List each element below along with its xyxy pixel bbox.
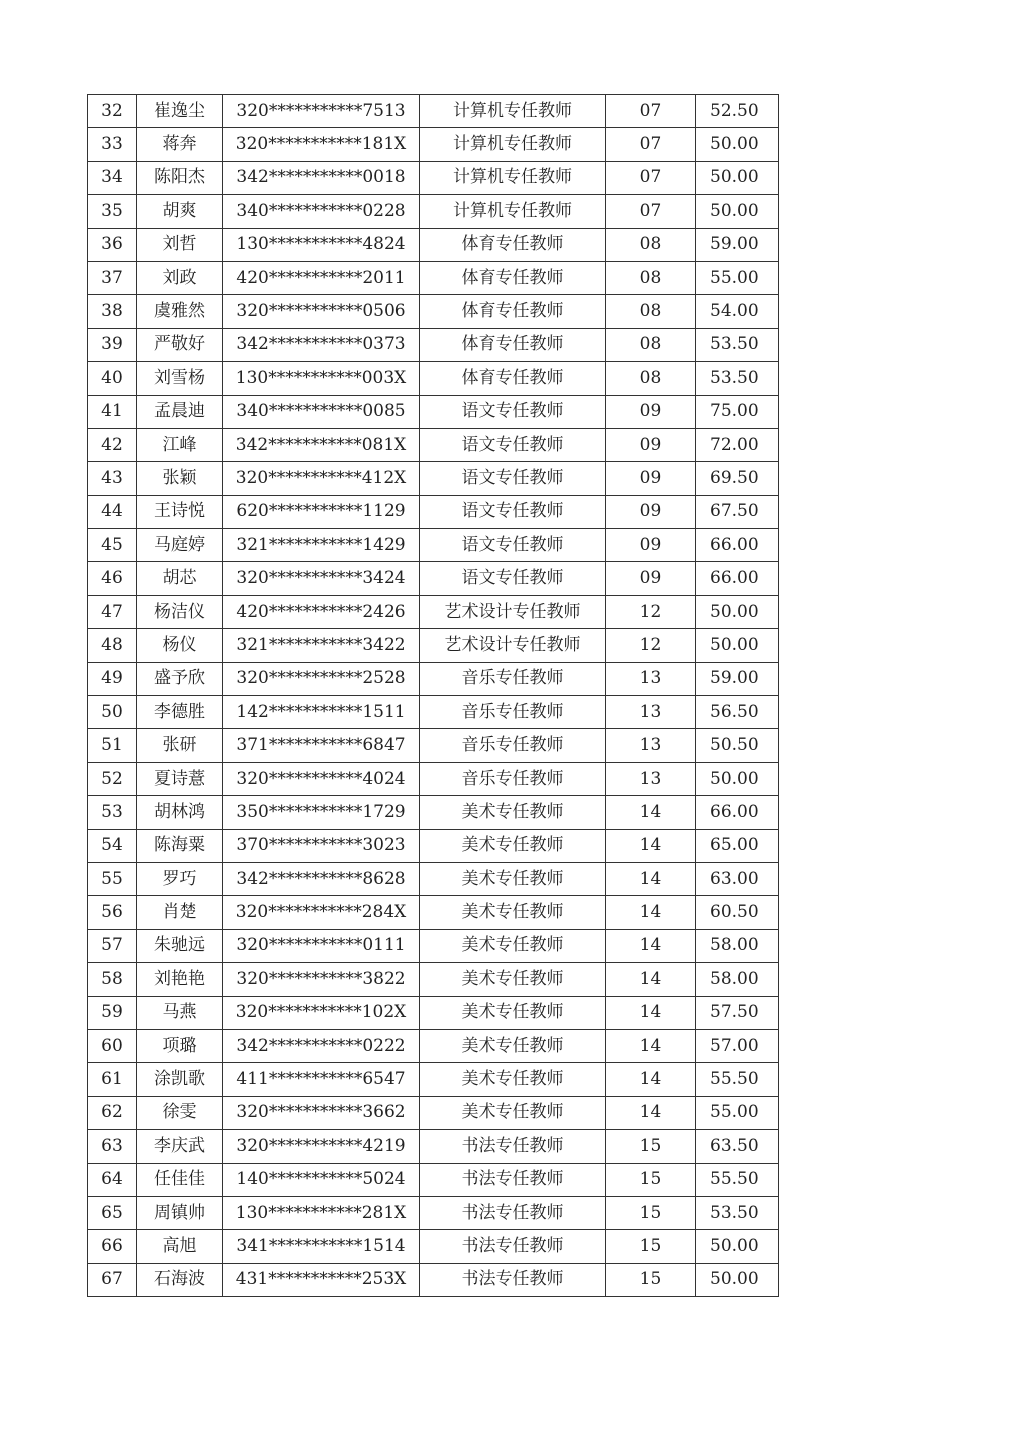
name-cell: 胡芯 bbox=[137, 562, 223, 595]
position-cell: 音乐专任教师 bbox=[420, 762, 606, 795]
row-number-cell: 58 bbox=[88, 963, 137, 996]
position-code-cell: 09 bbox=[606, 395, 696, 428]
id-number-cell: 431***********253X bbox=[223, 1263, 420, 1296]
results-table bbox=[87, 94, 779, 1297]
score-cell: 53.50 bbox=[696, 1196, 779, 1229]
name-cell: 张颖 bbox=[137, 462, 223, 495]
score-cell: 65.00 bbox=[696, 829, 779, 862]
table-row bbox=[88, 395, 779, 428]
position-cell: 书法专任教师 bbox=[420, 1263, 606, 1296]
table-row bbox=[88, 595, 779, 628]
row-number-cell: 57 bbox=[88, 929, 137, 962]
score-cell: 60.50 bbox=[696, 896, 779, 929]
id-number-cell: 320***********4219 bbox=[223, 1130, 420, 1163]
id-number-cell: 342***********8628 bbox=[223, 862, 420, 895]
row-number-cell: 55 bbox=[88, 862, 137, 895]
table-row bbox=[88, 862, 779, 895]
position-code-cell: 12 bbox=[606, 629, 696, 662]
id-number-cell: 321***********3422 bbox=[223, 629, 420, 662]
id-number-cell: 342***********0018 bbox=[223, 161, 420, 194]
table-row bbox=[88, 896, 779, 929]
table-row bbox=[88, 128, 779, 161]
score-cell: 50.00 bbox=[696, 595, 779, 628]
row-number-cell: 67 bbox=[88, 1263, 137, 1296]
position-cell: 书法专任教师 bbox=[420, 1230, 606, 1263]
score-cell: 66.00 bbox=[696, 529, 779, 562]
name-cell: 周镇帅 bbox=[137, 1196, 223, 1229]
position-code-cell: 08 bbox=[606, 261, 696, 294]
position-code-cell: 14 bbox=[606, 829, 696, 862]
row-number-cell: 33 bbox=[88, 128, 137, 161]
position-code-cell: 08 bbox=[606, 362, 696, 395]
row-number-cell: 49 bbox=[88, 662, 137, 695]
id-number-cell: 130***********003X bbox=[223, 362, 420, 395]
score-cell: 50.00 bbox=[696, 629, 779, 662]
name-cell: 崔逸尘 bbox=[137, 95, 223, 128]
position-cell: 计算机专任教师 bbox=[420, 128, 606, 161]
position-code-cell: 15 bbox=[606, 1230, 696, 1263]
position-cell: 美术专任教师 bbox=[420, 796, 606, 829]
name-cell: 涂凯歌 bbox=[137, 1063, 223, 1096]
position-cell: 美术专任教师 bbox=[420, 829, 606, 862]
position-cell: 美术专任教师 bbox=[420, 996, 606, 1029]
table-row bbox=[88, 529, 779, 562]
table-row bbox=[88, 1096, 779, 1129]
row-number-cell: 60 bbox=[88, 1029, 137, 1062]
table-row bbox=[88, 295, 779, 328]
position-code-cell: 14 bbox=[606, 1029, 696, 1062]
name-cell: 陈海粟 bbox=[137, 829, 223, 862]
table-row bbox=[88, 161, 779, 194]
id-number-cell: 371***********6847 bbox=[223, 729, 420, 762]
position-cell: 美术专任教师 bbox=[420, 1096, 606, 1129]
row-number-cell: 38 bbox=[88, 295, 137, 328]
score-cell: 59.00 bbox=[696, 662, 779, 695]
name-cell: 刘哲 bbox=[137, 228, 223, 261]
position-code-cell: 08 bbox=[606, 228, 696, 261]
table-row bbox=[88, 662, 779, 695]
name-cell: 严敬好 bbox=[137, 328, 223, 361]
position-code-cell: 13 bbox=[606, 696, 696, 729]
table-row bbox=[88, 762, 779, 795]
name-cell: 胡爽 bbox=[137, 195, 223, 228]
row-number-cell: 43 bbox=[88, 462, 137, 495]
position-code-cell: 07 bbox=[606, 195, 696, 228]
table-row bbox=[88, 1163, 779, 1196]
id-number-cell: 341***********1514 bbox=[223, 1230, 420, 1263]
position-cell: 美术专任教师 bbox=[420, 963, 606, 996]
id-number-cell: 142***********1511 bbox=[223, 696, 420, 729]
score-cell: 66.00 bbox=[696, 796, 779, 829]
row-number-cell: 52 bbox=[88, 762, 137, 795]
position-cell: 音乐专任教师 bbox=[420, 662, 606, 695]
position-code-cell: 14 bbox=[606, 796, 696, 829]
table-row bbox=[88, 1230, 779, 1263]
score-cell: 75.00 bbox=[696, 395, 779, 428]
position-cell: 书法专任教师 bbox=[420, 1130, 606, 1163]
row-number-cell: 50 bbox=[88, 696, 137, 729]
position-code-cell: 14 bbox=[606, 963, 696, 996]
table-row bbox=[88, 495, 779, 528]
row-number-cell: 64 bbox=[88, 1163, 137, 1196]
position-cell: 语文专任教师 bbox=[420, 529, 606, 562]
name-cell: 李庆武 bbox=[137, 1130, 223, 1163]
row-number-cell: 37 bbox=[88, 261, 137, 294]
position-code-cell: 09 bbox=[606, 529, 696, 562]
table-row bbox=[88, 95, 779, 128]
id-number-cell: 320***********102X bbox=[223, 996, 420, 1029]
table-row bbox=[88, 1130, 779, 1163]
id-number-cell: 320***********412X bbox=[223, 462, 420, 495]
table-row bbox=[88, 562, 779, 595]
name-cell: 李德胜 bbox=[137, 696, 223, 729]
score-cell: 55.50 bbox=[696, 1063, 779, 1096]
score-cell: 50.50 bbox=[696, 729, 779, 762]
score-cell: 57.00 bbox=[696, 1029, 779, 1062]
position-code-cell: 14 bbox=[606, 996, 696, 1029]
score-cell: 63.00 bbox=[696, 862, 779, 895]
id-number-cell: 320***********284X bbox=[223, 896, 420, 929]
position-cell: 体育专任教师 bbox=[420, 295, 606, 328]
position-cell: 美术专任教师 bbox=[420, 862, 606, 895]
id-number-cell: 320***********181X bbox=[223, 128, 420, 161]
position-code-cell: 07 bbox=[606, 128, 696, 161]
name-cell: 王诗悦 bbox=[137, 495, 223, 528]
id-number-cell: 320***********7513 bbox=[223, 95, 420, 128]
table-row bbox=[88, 796, 779, 829]
name-cell: 徐雯 bbox=[137, 1096, 223, 1129]
name-cell: 陈阳杰 bbox=[137, 161, 223, 194]
score-cell: 53.50 bbox=[696, 328, 779, 361]
name-cell: 任佳佳 bbox=[137, 1163, 223, 1196]
name-cell: 蒋奔 bbox=[137, 128, 223, 161]
name-cell: 朱驰远 bbox=[137, 929, 223, 962]
position-code-cell: 08 bbox=[606, 328, 696, 361]
score-cell: 50.00 bbox=[696, 1230, 779, 1263]
row-number-cell: 32 bbox=[88, 95, 137, 128]
score-cell: 59.00 bbox=[696, 228, 779, 261]
name-cell: 刘雪杨 bbox=[137, 362, 223, 395]
name-cell: 夏诗薏 bbox=[137, 762, 223, 795]
row-number-cell: 51 bbox=[88, 729, 137, 762]
row-number-cell: 36 bbox=[88, 228, 137, 261]
name-cell: 虞雅然 bbox=[137, 295, 223, 328]
id-number-cell: 342***********0222 bbox=[223, 1029, 420, 1062]
position-code-cell: 09 bbox=[606, 428, 696, 461]
table-row bbox=[88, 195, 779, 228]
score-cell: 52.50 bbox=[696, 95, 779, 128]
row-number-cell: 45 bbox=[88, 529, 137, 562]
position-cell: 书法专任教师 bbox=[420, 1163, 606, 1196]
name-cell: 孟晨迪 bbox=[137, 395, 223, 428]
row-number-cell: 35 bbox=[88, 195, 137, 228]
id-number-cell: 320***********3424 bbox=[223, 562, 420, 595]
score-cell: 69.50 bbox=[696, 462, 779, 495]
position-cell: 美术专任教师 bbox=[420, 896, 606, 929]
id-number-cell: 140***********5024 bbox=[223, 1163, 420, 1196]
score-cell: 55.00 bbox=[696, 261, 779, 294]
position-cell: 体育专任教师 bbox=[420, 261, 606, 294]
position-cell: 书法专任教师 bbox=[420, 1196, 606, 1229]
position-cell: 艺术设计专任教师 bbox=[420, 629, 606, 662]
row-number-cell: 48 bbox=[88, 629, 137, 662]
score-cell: 50.00 bbox=[696, 161, 779, 194]
name-cell: 盛予欣 bbox=[137, 662, 223, 695]
position-cell: 语文专任教师 bbox=[420, 462, 606, 495]
position-cell: 语文专任教师 bbox=[420, 562, 606, 595]
position-code-cell: 14 bbox=[606, 1063, 696, 1096]
name-cell: 马庭婷 bbox=[137, 529, 223, 562]
position-code-cell: 13 bbox=[606, 762, 696, 795]
table-row bbox=[88, 963, 779, 996]
id-number-cell: 320***********2528 bbox=[223, 662, 420, 695]
row-number-cell: 44 bbox=[88, 495, 137, 528]
id-number-cell: 320***********0111 bbox=[223, 929, 420, 962]
row-number-cell: 56 bbox=[88, 896, 137, 929]
position-cell: 美术专任教师 bbox=[420, 1063, 606, 1096]
name-cell: 杨仪 bbox=[137, 629, 223, 662]
score-cell: 57.50 bbox=[696, 996, 779, 1029]
position-cell: 美术专任教师 bbox=[420, 1029, 606, 1062]
id-number-cell: 342***********081X bbox=[223, 428, 420, 461]
name-cell: 江峰 bbox=[137, 428, 223, 461]
id-number-cell: 620***********1129 bbox=[223, 495, 420, 528]
row-number-cell: 62 bbox=[88, 1096, 137, 1129]
score-cell: 50.00 bbox=[696, 128, 779, 161]
position-code-cell: 15 bbox=[606, 1130, 696, 1163]
name-cell: 马燕 bbox=[137, 996, 223, 1029]
table-row bbox=[88, 1263, 779, 1296]
row-number-cell: 65 bbox=[88, 1196, 137, 1229]
position-cell: 艺术设计专任教师 bbox=[420, 595, 606, 628]
table-row bbox=[88, 996, 779, 1029]
row-number-cell: 47 bbox=[88, 595, 137, 628]
position-cell: 音乐专任教师 bbox=[420, 729, 606, 762]
id-number-cell: 411***********6547 bbox=[223, 1063, 420, 1096]
name-cell: 刘艳艳 bbox=[137, 963, 223, 996]
position-code-cell: 15 bbox=[606, 1163, 696, 1196]
name-cell: 张研 bbox=[137, 729, 223, 762]
name-cell: 刘政 bbox=[137, 261, 223, 294]
position-cell: 计算机专任教师 bbox=[420, 195, 606, 228]
position-code-cell: 13 bbox=[606, 662, 696, 695]
score-cell: 50.00 bbox=[696, 762, 779, 795]
table-row bbox=[88, 261, 779, 294]
table-row bbox=[88, 428, 779, 461]
score-cell: 66.00 bbox=[696, 562, 779, 595]
row-number-cell: 34 bbox=[88, 161, 137, 194]
position-code-cell: 15 bbox=[606, 1263, 696, 1296]
row-number-cell: 53 bbox=[88, 796, 137, 829]
name-cell: 肖楚 bbox=[137, 896, 223, 929]
table-row bbox=[88, 829, 779, 862]
score-cell: 58.00 bbox=[696, 929, 779, 962]
table-row bbox=[88, 629, 779, 662]
table-row bbox=[88, 1196, 779, 1229]
name-cell: 胡林鸿 bbox=[137, 796, 223, 829]
score-cell: 54.00 bbox=[696, 295, 779, 328]
name-cell: 罗巧 bbox=[137, 862, 223, 895]
position-code-cell: 09 bbox=[606, 462, 696, 495]
score-cell: 67.50 bbox=[696, 495, 779, 528]
row-number-cell: 54 bbox=[88, 829, 137, 862]
position-cell: 计算机专任教师 bbox=[420, 95, 606, 128]
id-number-cell: 321***********1429 bbox=[223, 529, 420, 562]
table-row bbox=[88, 362, 779, 395]
name-cell: 高旭 bbox=[137, 1230, 223, 1263]
position-cell: 计算机专任教师 bbox=[420, 161, 606, 194]
id-number-cell: 350***********1729 bbox=[223, 796, 420, 829]
id-number-cell: 320***********0506 bbox=[223, 295, 420, 328]
position-code-cell: 13 bbox=[606, 729, 696, 762]
position-code-cell: 08 bbox=[606, 295, 696, 328]
row-number-cell: 66 bbox=[88, 1230, 137, 1263]
position-cell: 语文专任教师 bbox=[420, 428, 606, 461]
position-code-cell: 12 bbox=[606, 595, 696, 628]
results-table-body bbox=[88, 95, 779, 1297]
score-cell: 50.00 bbox=[696, 1263, 779, 1296]
row-number-cell: 59 bbox=[88, 996, 137, 1029]
row-number-cell: 39 bbox=[88, 328, 137, 361]
score-cell: 55.00 bbox=[696, 1096, 779, 1129]
name-cell: 石海波 bbox=[137, 1263, 223, 1296]
table-row bbox=[88, 696, 779, 729]
id-number-cell: 320***********3662 bbox=[223, 1096, 420, 1129]
position-cell: 美术专任教师 bbox=[420, 929, 606, 962]
score-cell: 58.00 bbox=[696, 963, 779, 996]
score-cell: 55.50 bbox=[696, 1163, 779, 1196]
row-number-cell: 42 bbox=[88, 428, 137, 461]
position-cell: 体育专任教师 bbox=[420, 328, 606, 361]
position-code-cell: 09 bbox=[606, 495, 696, 528]
row-number-cell: 46 bbox=[88, 562, 137, 595]
table-row bbox=[88, 1063, 779, 1096]
position-code-cell: 14 bbox=[606, 929, 696, 962]
position-cell: 语文专任教师 bbox=[420, 395, 606, 428]
position-code-cell: 14 bbox=[606, 1096, 696, 1129]
score-cell: 56.50 bbox=[696, 696, 779, 729]
position-code-cell: 07 bbox=[606, 161, 696, 194]
id-number-cell: 130***********4824 bbox=[223, 228, 420, 261]
id-number-cell: 320***********3822 bbox=[223, 963, 420, 996]
score-cell: 53.50 bbox=[696, 362, 779, 395]
row-number-cell: 41 bbox=[88, 395, 137, 428]
id-number-cell: 340***********0228 bbox=[223, 195, 420, 228]
position-cell: 体育专任教师 bbox=[420, 228, 606, 261]
position-cell: 体育专任教师 bbox=[420, 362, 606, 395]
table-row bbox=[88, 328, 779, 361]
id-number-cell: 320***********4024 bbox=[223, 762, 420, 795]
id-number-cell: 370***********3023 bbox=[223, 829, 420, 862]
position-code-cell: 14 bbox=[606, 862, 696, 895]
name-cell: 项璐 bbox=[137, 1029, 223, 1062]
id-number-cell: 342***********0373 bbox=[223, 328, 420, 361]
score-cell: 72.00 bbox=[696, 428, 779, 461]
position-code-cell: 14 bbox=[606, 896, 696, 929]
table-row bbox=[88, 929, 779, 962]
id-number-cell: 420***********2011 bbox=[223, 261, 420, 294]
id-number-cell: 340***********0085 bbox=[223, 395, 420, 428]
score-cell: 50.00 bbox=[696, 195, 779, 228]
position-code-cell: 15 bbox=[606, 1196, 696, 1229]
id-number-cell: 130***********281X bbox=[223, 1196, 420, 1229]
id-number-cell: 420***********2426 bbox=[223, 595, 420, 628]
row-number-cell: 63 bbox=[88, 1130, 137, 1163]
table-row bbox=[88, 1029, 779, 1062]
position-code-cell: 09 bbox=[606, 562, 696, 595]
table-row bbox=[88, 462, 779, 495]
table-row bbox=[88, 228, 779, 261]
table-row bbox=[88, 729, 779, 762]
row-number-cell: 61 bbox=[88, 1063, 137, 1096]
position-code-cell: 07 bbox=[606, 95, 696, 128]
position-cell: 音乐专任教师 bbox=[420, 696, 606, 729]
position-cell: 语文专任教师 bbox=[420, 495, 606, 528]
row-number-cell: 40 bbox=[88, 362, 137, 395]
score-cell: 63.50 bbox=[696, 1130, 779, 1163]
name-cell: 杨洁仪 bbox=[137, 595, 223, 628]
